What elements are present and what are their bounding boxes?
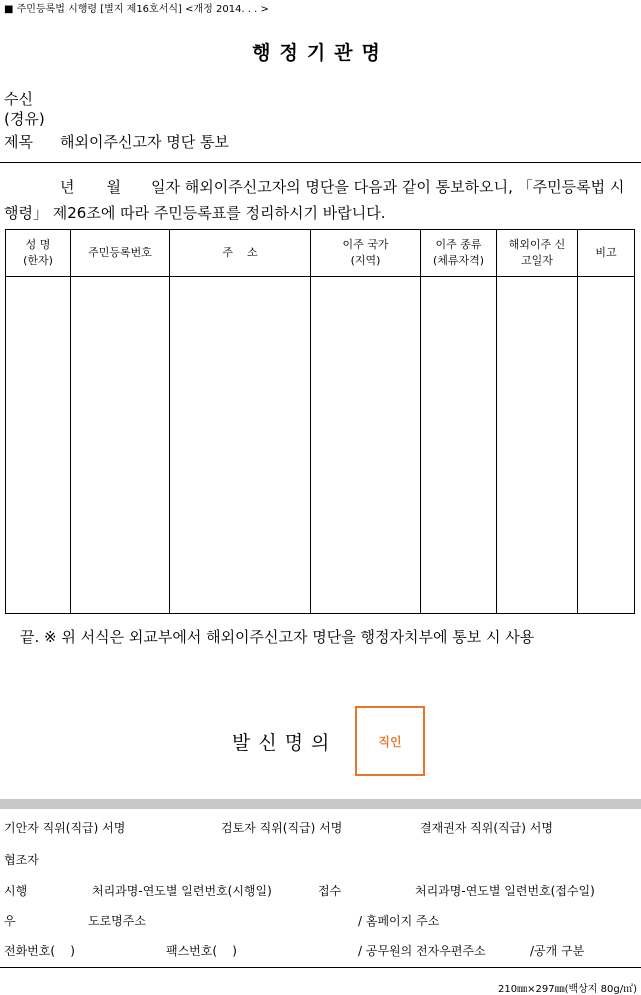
- col-header-report-date: 해외이주 신 고일자: [497, 230, 578, 277]
- col-header-remarks: 비고: [578, 230, 635, 277]
- footer-divider: [0, 967, 641, 968]
- col-header-resident-number: 주민등록번호: [71, 230, 170, 277]
- fax-field: 팩스번호( ): [166, 944, 237, 958]
- approver-field: 결재권자 직위(직급) 서명: [420, 821, 553, 835]
- col-header-country: 이주 국가 (지역): [311, 230, 421, 277]
- col-header-address: 주 소: [170, 230, 311, 277]
- body-month: 월: [106, 178, 121, 196]
- table-row: [6, 277, 635, 614]
- subject-label: 제목: [4, 133, 33, 151]
- email-field: / 공무원의 전자우편주소: [358, 944, 486, 958]
- closing-note: 끝. ※ 위 서식은 외교부에서 해외이주신고자 명단을 행정자치부에 통보 시 사용: [20, 628, 535, 646]
- table-cell[interactable]: [421, 277, 497, 614]
- table-cell[interactable]: [497, 277, 578, 614]
- table-cell[interactable]: [578, 277, 635, 614]
- cooperator-field: 협조자: [4, 853, 39, 867]
- phone-field: 전화번호( ): [4, 944, 75, 958]
- notice-body: [4, 174, 636, 226]
- col-header-name: 성 명 (한자): [6, 230, 71, 277]
- divider: [0, 162, 641, 163]
- emigrant-list-table: [5, 229, 635, 614]
- body-text: 일자 해외이주신고자의 명단을 다음과 같이 통보하오니, 「주민등록법 시행령」 제26조에 따라 주민등록표를 정리하시기 바랍니다.: [4, 178, 625, 222]
- enforcement-label: 시행: [4, 884, 28, 898]
- postal-code-label: 우: [4, 914, 16, 928]
- receipt-value: 처리과명-연도별 일련번호(접수일): [415, 884, 595, 898]
- col-header-emigration-type: 이주 종류 (체류자격): [421, 230, 497, 277]
- homepage-field: / 홈페이지 주소: [358, 914, 440, 928]
- official-seal-stamp: 직인: [355, 706, 425, 776]
- disclosure-field: /공개 구분: [530, 944, 585, 958]
- table-cell[interactable]: [71, 277, 170, 614]
- sender-label: 발신명의: [232, 732, 338, 754]
- road-address-field: 도로명주소: [88, 914, 146, 928]
- recipient-label: 수신: [4, 90, 33, 108]
- table-cell[interactable]: [6, 277, 71, 614]
- receipt-label: 접수: [318, 884, 342, 898]
- subject-text: 해외이주신고자 명단 통보: [60, 133, 229, 151]
- footer-band: [0, 799, 641, 809]
- table-cell[interactable]: [311, 277, 421, 614]
- via-label: (경유): [4, 110, 45, 128]
- reviewer-field: 검토자 직위(직급) 서명: [221, 821, 343, 835]
- table-cell[interactable]: [170, 277, 311, 614]
- agency-title: 행정기관명: [252, 42, 389, 64]
- paper-size-note: 210㎜×297㎜(백상지 80g/㎡): [498, 984, 637, 995]
- drafter-field: 기안자 직위(직급) 서명: [4, 821, 126, 835]
- body-year: 년: [60, 178, 75, 196]
- form-header-note: ■ 주민등록법 시행령 [별지 제16호서식] <개정 2014. . . >: [4, 4, 269, 15]
- enforcement-value: 처리과명-연도별 일련번호(시행일): [92, 884, 272, 898]
